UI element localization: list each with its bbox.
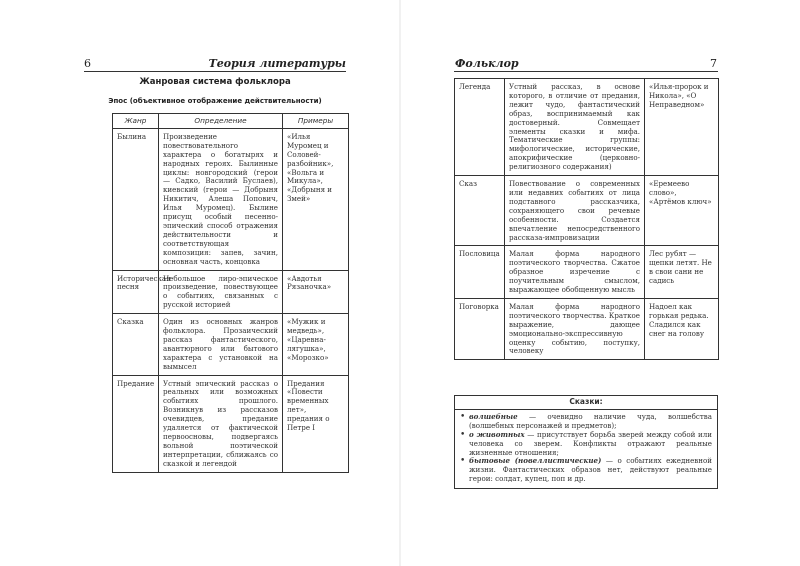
tales-text: — о событиях ежедневной жизни. Фантастических образов нет, действуют реальные герои: солдат, купец, поп и др. [469, 456, 712, 484]
tales-term: о животных [469, 429, 525, 439]
table-row [455, 246, 719, 299]
right-head-rule [454, 71, 718, 72]
genre-cell: Пословица [455, 246, 505, 299]
examples-cell: «Мужик и медведь», «Царевна-лягушка», «Морозко» [283, 314, 349, 375]
header-genre: Жанр [113, 114, 159, 129]
list-item [460, 431, 712, 458]
definition-cell: Произведение повествовательного характера о богатырях и народных героях. Былинные циклы: новгородский (герои — Садко, Василий Буслаев), киевский (герои — Добрыня Никитич, Алеша Попович, Илья Муромец). Былине присущ особый песенно-эпический способ отражения действительности и соответствующая композиция: запев, зачин, основная часть, концовка [159, 128, 283, 270]
definition-cell: Устный рассказ, в основе которого, в отличие от предания, лежит чудо, фантастический образ, воспринимаемый как достоверный. Совмещает элементы сказки и мифа. Тематические группы: мифологические, исторические, апокрифические (церковно-религиозного содержания) [505, 79, 645, 176]
definition-cell: Небольшое лиро-эпическое произведение, повествующее о событиях, связанных с русской историей [159, 270, 283, 314]
examples-cell: «Еремеево слово», «Артёмов ключ» [645, 176, 719, 246]
genre-cell: Легенда [455, 79, 505, 176]
tales-text: — очевидно наличие чуда, волшебства (волшебных персонажей и предметов); [469, 411, 712, 430]
tales-title: Сказки: [455, 396, 717, 410]
table-row [113, 375, 349, 472]
header-examples: Примеры [283, 114, 349, 129]
running-title-right: Фольклор [455, 57, 519, 70]
left-head-rule [84, 71, 346, 72]
list-item [460, 457, 712, 484]
examples-cell: «Авдотья Рязаночка» [283, 270, 349, 314]
definition-cell: Устный эпический рассказ о реальных или возможных событиях прошлого. Возникнув из рассказов очевидцев, предание удаляется от фактической первоосновы, подвергаясь вольной поэтической интерпретации, сближаясь со сказкой и легендой [159, 375, 283, 472]
examples-cell: Предания «Повести временных лет», предания о Петре I [283, 375, 349, 472]
table-header-row [113, 114, 349, 129]
table-row [113, 270, 349, 314]
table-row [113, 128, 349, 270]
list-item [460, 413, 712, 431]
page-number-left: 6 [84, 57, 91, 70]
definition-cell: Один из основных жанров фольклора. Прозаический рассказ фантастического, авантюрного или бытового характера с установкой на вымысел [159, 314, 283, 375]
examples-cell: Надоел как горькая редька. Сладился как снег на голову [645, 298, 719, 359]
section-title: Жанровая система фольклора [139, 77, 291, 87]
right-running-head [455, 57, 717, 71]
table-row [455, 79, 719, 176]
genre-cell: Историческая песня [113, 270, 159, 314]
genre-cell: Предание [113, 375, 159, 472]
section-subtitle: Эпос (объективное отображение действительности) [108, 97, 322, 105]
examples-cell: «Илья Муромец и Соловей-разбойник», «Вольга и Микула», «Добрыня и Змей» [283, 128, 349, 270]
definition-cell: Малая форма народного поэтического творчества. Краткое выражение, дающее эмоционально-экспрессивную оценку событию, поступку, человеку [505, 298, 645, 359]
table-row [455, 176, 719, 246]
genre-table-right [454, 78, 719, 360]
left-running-head [84, 57, 346, 71]
genre-cell: Сказ [455, 176, 505, 246]
definition-cell: Повествование о современных или недавних событиях от лица подставного рассказчика, сохраняющего свои речевые особенности. Создается впечатление непосредственного рассказа-импровизации [505, 176, 645, 246]
table-row [113, 314, 349, 375]
table-row [455, 298, 719, 359]
genre-cell: Былина [113, 128, 159, 270]
definition-cell: Малая форма народного поэтического творчества. Сжатое образное изречение с поучительным смыслом, выражающее обобщенную мысль [505, 246, 645, 299]
tales-box [454, 395, 718, 489]
running-title-left: Теория литературы [208, 57, 346, 70]
genre-cell: Сказка [113, 314, 159, 375]
examples-cell: Лес рубят — щепки летят. Не в свои сани не садись [645, 246, 719, 299]
genre-table-left [112, 113, 349, 473]
examples-cell: «Илья-пророк и Никола», «О Неправедном» [645, 79, 719, 176]
tales-term: бытовые (новеллистические) [469, 456, 602, 466]
tales-text: — присутствует борьба зверей между собой или человека со зверем. Конфликты отражают реальные жизненные отношения; [469, 429, 712, 457]
tales-list [455, 410, 717, 488]
tales-term: волшебные [469, 411, 518, 421]
genre-cell: Поговорка [455, 298, 505, 359]
header-definition: Определение [159, 114, 283, 129]
page-number-right: 7 [710, 57, 717, 70]
